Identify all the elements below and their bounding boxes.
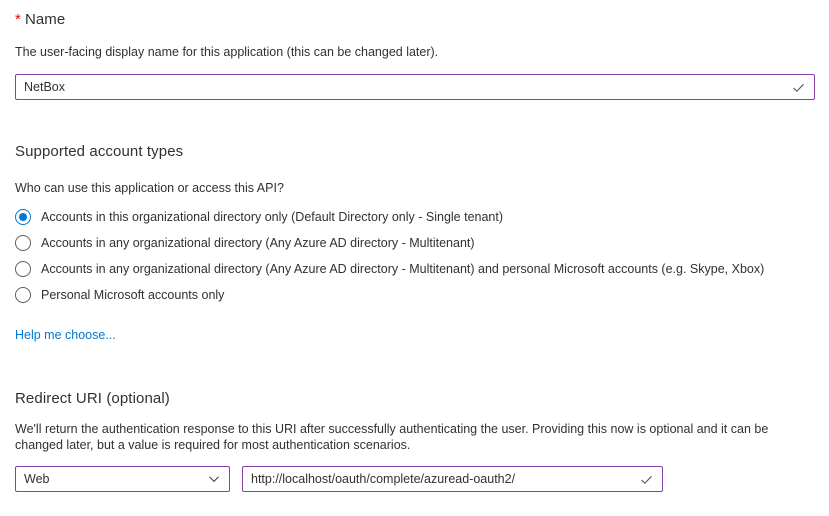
- chevron-down-icon: [207, 472, 221, 486]
- platform-select-value: Web: [24, 472, 50, 486]
- radio-option-label: Accounts in this organizational directory only (Default Directory only - Single tenant): [41, 210, 504, 224]
- radio-button[interactable]: [15, 261, 31, 277]
- valid-check-icon: [639, 472, 654, 487]
- name-description: The user-facing display name for this application (this can be changed later).: [15, 45, 439, 59]
- name-title-text: Name: [24, 11, 66, 28]
- redirect-uri-description: We'll return the authentication response to this URI after successfully authenticating the user. Providing this now is optional and it can be changed later, but a value is required for most authentication scenarios.: [15, 422, 769, 452]
- redirect-uri-input-wrapper: [242, 466, 663, 492]
- name-input[interactable]: [24, 75, 785, 99]
- radio-option-label: Personal Microsoft accounts only: [41, 288, 225, 302]
- radio-button[interactable]: [15, 209, 31, 225]
- radio-option-multitenant-personal[interactable]: [15, 256, 815, 282]
- account-types-question: Who can use this application or access this API?: [15, 181, 284, 195]
- account-types-radio-group: [15, 204, 815, 308]
- account-types-title: Supported account types: [15, 143, 184, 160]
- radio-option-multitenant[interactable]: [15, 230, 815, 256]
- help-me-choose-link[interactable]: Help me choose...: [15, 328, 116, 342]
- redirect-uri-controls: [15, 466, 815, 492]
- radio-option-single-tenant[interactable]: [15, 204, 815, 230]
- radio-option-personal-only[interactable]: [15, 282, 815, 308]
- platform-select-dropdown[interactable]: [15, 466, 230, 492]
- name-section-title: [15, 10, 815, 30]
- radio-button[interactable]: [15, 235, 31, 251]
- radio-option-label: Accounts in any organizational directory (Any Azure AD directory - Multitenant): [41, 236, 475, 250]
- redirect-uri-input[interactable]: [251, 467, 633, 491]
- radio-button[interactable]: [15, 287, 31, 303]
- name-input-wrapper: [15, 74, 815, 100]
- valid-check-icon: [791, 80, 806, 95]
- radio-option-label: Accounts in any organizational directory (Any Azure AD directory - Multitenant) and personal Microsoft accounts (e.g. Skype, Xbox): [41, 262, 765, 276]
- redirect-uri-title: Redirect URI (optional): [15, 390, 170, 407]
- required-asterisk: *: [15, 11, 21, 28]
